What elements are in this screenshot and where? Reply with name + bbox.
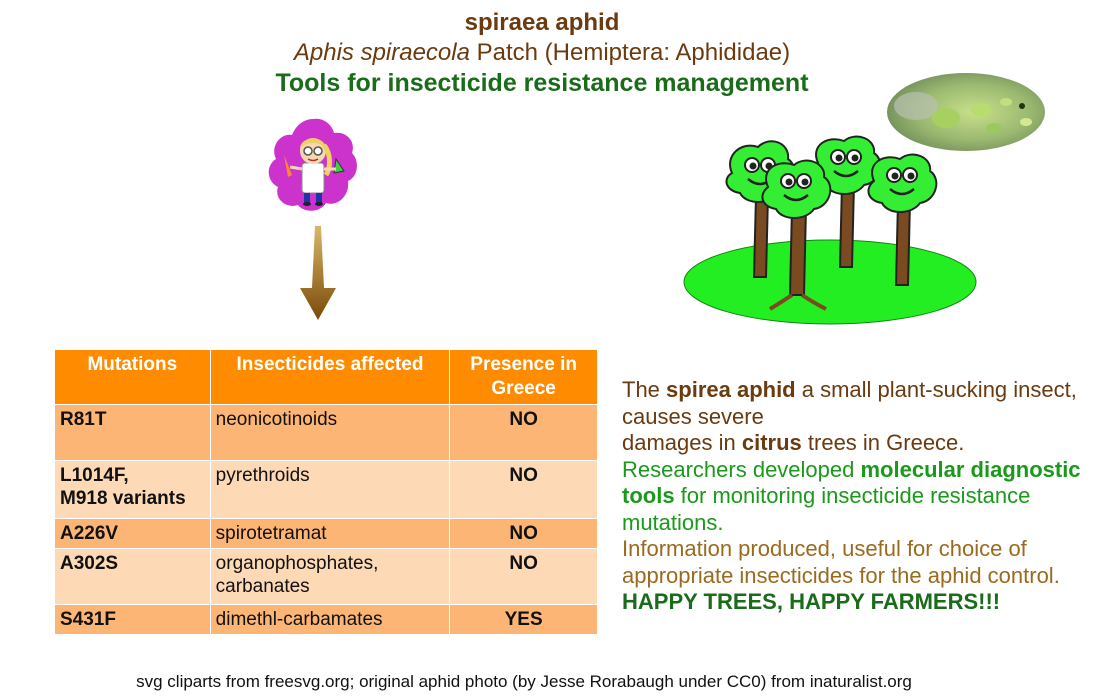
down-arrow-icon xyxy=(298,224,338,322)
table-row xyxy=(55,605,598,635)
page-title: spiraea aphid xyxy=(464,9,620,36)
description-paragraph-1 xyxy=(622,377,1082,457)
happy-trees-clipart xyxy=(680,135,980,325)
mutation-cell: L1014F, M918 variants xyxy=(55,461,211,519)
insecticide-cell: dimethl-carbamates xyxy=(210,605,450,635)
table-header-row xyxy=(55,350,598,405)
species-italic: Aphis spiraecola xyxy=(293,39,470,66)
header-insecticides: Insecticides affected xyxy=(210,350,450,405)
description xyxy=(622,377,1082,616)
mutation-cell: R81T xyxy=(55,405,211,461)
description-paragraph-3: Information produced, useful for choice of appropriate insecticides for the aphid control. xyxy=(622,536,1060,588)
desc-bold-tools: molecular diagnostic tools xyxy=(622,456,1081,508)
mutation-cell: S431F xyxy=(55,605,211,635)
desc-text: Researchers developed xyxy=(622,456,861,482)
desc-text: damages in xyxy=(622,430,742,455)
image-credits: svg cliparts from freesvg.org; original aphid photo (by Jesse Rorabaugh under CC0) from inaturalist.org xyxy=(136,672,912,691)
page-subtitle: Tools for insecticide resistance management xyxy=(275,69,809,97)
table-row xyxy=(55,405,598,461)
description-paragraph-2 xyxy=(622,457,1082,537)
presence-cell: YES xyxy=(450,605,598,635)
species-name xyxy=(0,38,1084,68)
scientist-clipart xyxy=(264,115,362,215)
insecticide-cell: spirotetramat xyxy=(210,519,450,549)
slogan: HAPPY TREES, HAPPY FARMERS!!! xyxy=(622,589,1001,614)
desc-text: for monitoring insecticide resistance mutations. xyxy=(622,483,1031,535)
header-mutations: Mutations xyxy=(55,350,211,405)
table-row xyxy=(55,549,598,605)
desc-bold-aphid: spirea aphid xyxy=(666,377,796,402)
header-presence: Presence in Greece xyxy=(450,350,598,405)
mutations-table xyxy=(54,349,598,635)
desc-text: a small plant-sucking insect, causes severe xyxy=(622,377,1077,429)
mutation-cell: A226V xyxy=(55,519,211,549)
desc-bold-citrus: citrus xyxy=(741,430,802,455)
presence-cell: NO xyxy=(450,461,598,519)
desc-text: The xyxy=(622,377,667,402)
presence-cell: NO xyxy=(450,519,598,549)
table-row xyxy=(55,519,598,549)
presence-cell: NO xyxy=(450,549,598,605)
presence-cell: NO xyxy=(450,405,598,461)
mutation-cell: A302S xyxy=(55,549,211,605)
insecticide-cell: organophosphates, carbanates xyxy=(210,549,450,605)
insecticide-cell: neonicotinoids xyxy=(210,405,450,461)
desc-text: trees in Greece. xyxy=(801,430,965,455)
species-rest: Patch (Hemiptera: Aphididae) xyxy=(469,39,791,66)
insecticide-cell: pyrethroids xyxy=(210,461,450,519)
table-row xyxy=(55,461,598,519)
